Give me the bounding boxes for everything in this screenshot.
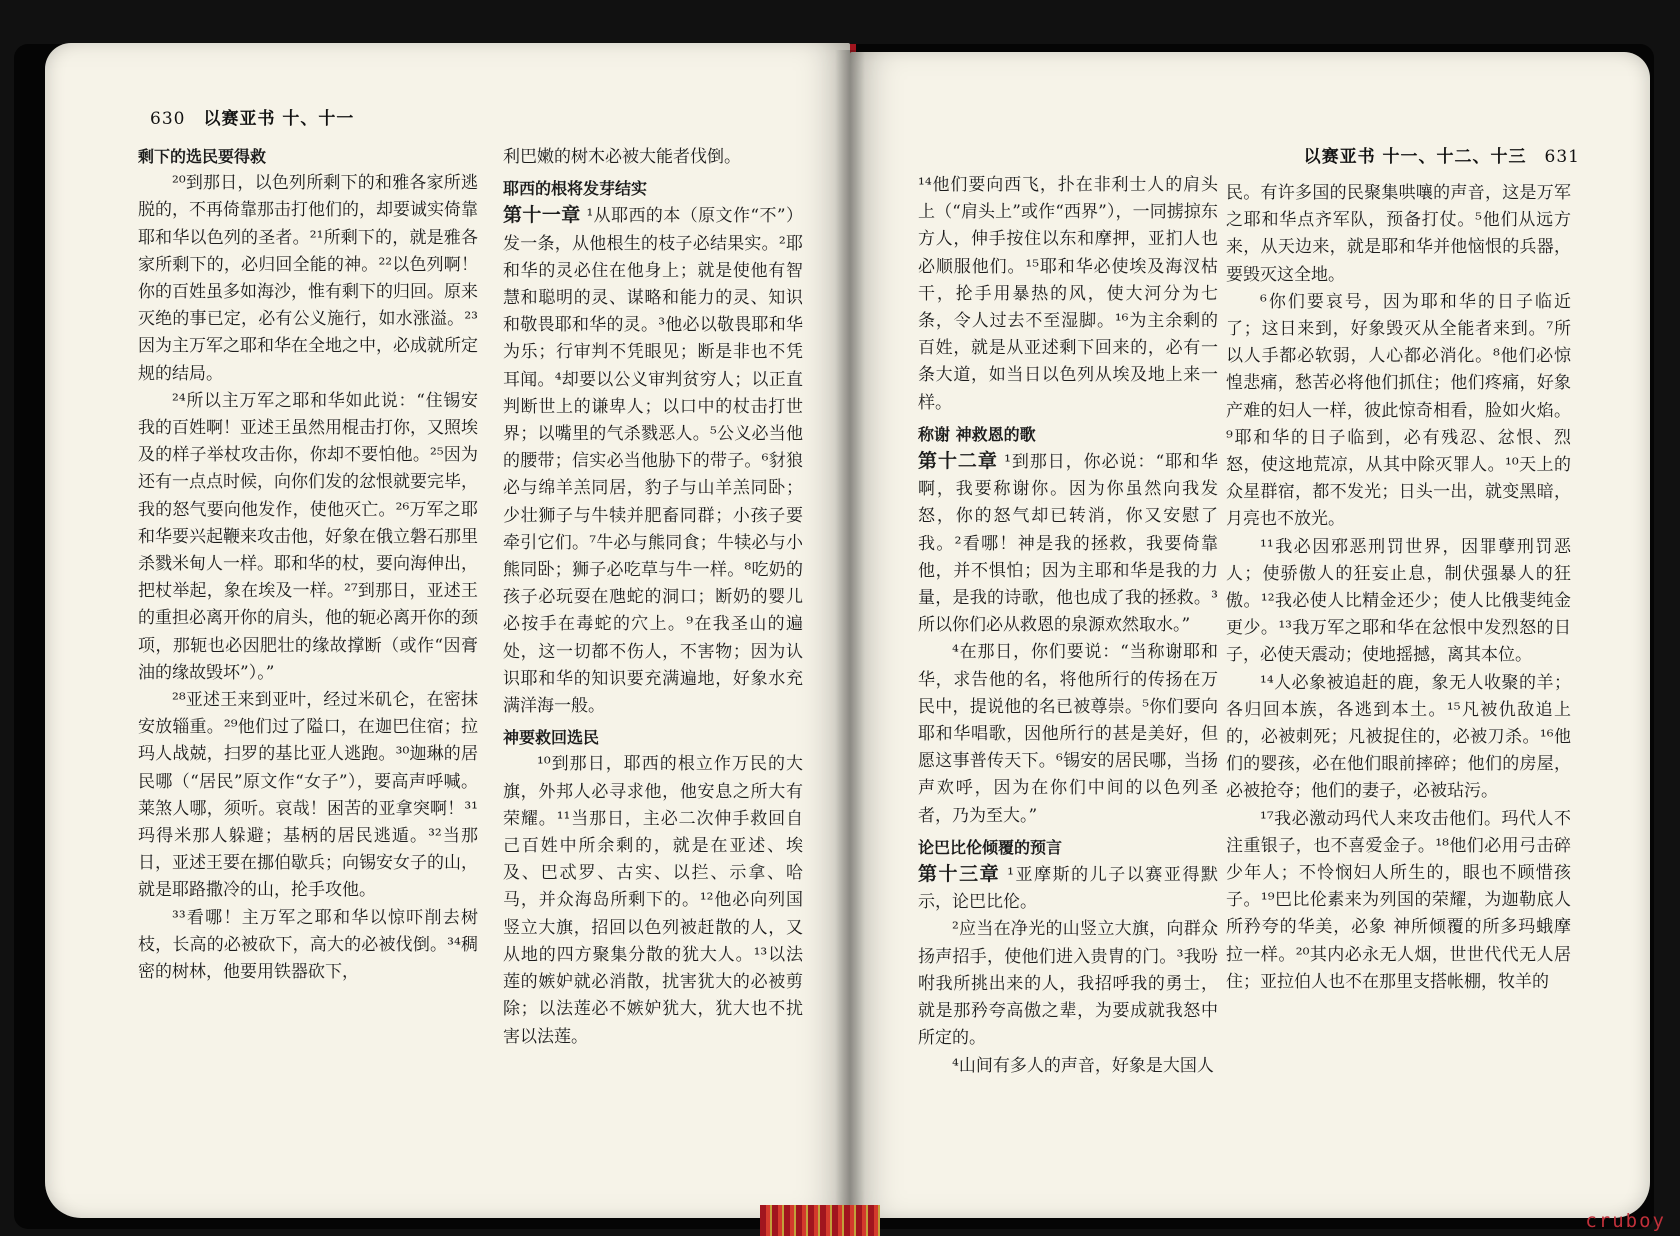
verse-paragraph: ⁴在那日，你们要说：“当称谢耶和华，求告他的名，将他所行的传扬在万民中，提说他的名已被尊崇。⁵你们要向耶和华唱歌，因他所行的甚是美好，但愿这事普传天下。⁶锡安的居民哪，当扬声欢呼，因为在你们中间的以色列圣者，乃为至大。” <box>918 642 1218 826</box>
verse-paragraph: ²⁴所以主万军之耶和华如此说：“住锡安我的百姓啊！亚述王虽然用棍击打你，又照埃及的样子举杖攻击你，你却不要怕他。²⁵因为还有一点点时候，向你们发的忿恨就要完毕，我的怒气要向他发作，使他灭亡。²⁶万军之耶和华要兴起鞭来攻击他，好象在俄立磐石那里杀戮米甸人一样。耶和华的杖，要向海伸出，把杖举起，象在埃及一样。²⁷到那日，亚述王的重担必离开你的肩头，他的轭必离开你的颈项，那轭也必因肥壮的缘故撑断（或作“因膏油的缘故毁坏”）。” <box>138 390 478 683</box>
verse-paragraph: ¹⁰到那日，耶西的根立作万民的大旗，外邦人必寻求他，他安息之所大有荣耀。¹¹当那日，主必二次伸手救回自己百姓中所余剩的，就是在亚述、埃及、巴忒罗、古实、以拦、示拿、哈马，并众海岛所剩下的。¹²他必向列国竖立大旗，招回以色列被赶散的人，又从地的四方聚集分散的犹大人。¹³以法莲的嫉妒就必消散，扰害犹大的必被剪除；以法莲必不嫉妒犹大，犹大也不扰害以法莲。 <box>503 754 803 1047</box>
verse-paragraph: ⁶你们要哀号，因为耶和华的日子临近了；这日来到，好象毁灭从全能者来到。⁷所以人手都必软弱，人心都必消化。⁸他们必惊惶悲痛，愁苦必将他们抓住；他们疼痛，好象产难的妇人一样，彼此惊奇相看，脸如火焰。⁹耶和华的日子临到，必有残忍、忿恨、烈怒，使这地荒凉，从其中除灭罪人。¹⁰天上的众星群宿，都不发光；日头一出，就变黑暗，月亮也不放光。 <box>1226 291 1571 530</box>
right-page <box>850 52 1650 1218</box>
left-running-head <box>150 104 354 129</box>
left-column-2 <box>503 144 803 1051</box>
chapter-text: ¹亚摩斯的儿子以赛亚得默示，论巴比伦。 <box>918 865 1218 913</box>
chapter-heading: 第十二章 <box>918 450 998 473</box>
verse-paragraph: ²⁰到那日，以色列所剩下的和雅各家所逃脱的，不再倚靠那击打他们的，却要诚实倚靠耶和华以色列的圣者。²¹所剩下的，就是雅各家所剩下的，必归回全能的神。²²以色列啊！你的百姓虽多如海沙，惟有剩下的归回。原来灭绝的事已定，必有公义施行，如水涨溢。²³因为主万军之耶和华在全地之中，必成就所定规的结局。 <box>138 173 478 384</box>
verse-paragraph: ³³看哪！主万军之耶和华以惊吓削去树枝，长高的必被砍下，高大的必被伐倒。³⁴稠密的树林，他要用铁器砍下， <box>138 907 478 983</box>
verse-paragraph: ¹⁷我必激动玛代人来攻击他们。玛代人不注重银子，也不喜爱金子。¹⁸他们必用弓击碎少年人；不怜悯妇人所生的，眼也不顾惜孩子。¹⁹巴比伦素来为列国的荣耀，为迦勒底人所矜夸的华美，必象 神所倾覆的所多玛蛾摩拉一样。²⁰其内必永无人烟，世世代代无人居住；亚拉伯人也不在那里支搭帐棚，牧羊的 <box>1226 808 1571 992</box>
continued-paragraph: 民。有许多国的民聚集哄嚷的声音，这是万军之耶和华点齐军队，预备打仗。⁵他们从远方来，从天边来，就是耶和华并他恼恨的兵器，要毁灭这全地。 <box>1226 183 1571 285</box>
left-page <box>45 43 850 1218</box>
book-gutter <box>835 50 865 1215</box>
section-heading: 称谢 神救恩的歌 <box>918 424 1036 444</box>
continued-paragraph: ¹⁴他们要向西飞，扑在非利士人的肩头上（“肩头上”或作“西界”），一同掳掠东方人，伸手按住以东和摩押，亚扪人也必顺服他们。¹⁵耶和华必使埃及海汊枯干，抡手用暴热的风，使大河分为七条，令人过去不至湿脚。¹⁶为主余剩的百姓，就是从亚述剩下回来的，必有一条大道，如当日以色列从埃及地上来一样。 <box>918 175 1218 413</box>
section-heading: 神要救回选民 <box>503 728 600 748</box>
verse-paragraph: ¹⁴人必象被追赶的鹿，象无人收聚的羊；各归回本族，各逃到本土。¹⁵凡被仇敌追上的，必被刺死；凡被捉住的，必被刀杀。¹⁶他们的婴孩，必在他们眼前摔碎；他们的房屋，必被抢夺；他们的妻子，必被玷污。 <box>1226 672 1571 802</box>
left-running-title: 以赛亚书 十、十一 <box>203 109 355 129</box>
right-column-1 <box>918 172 1218 1080</box>
right-page-number: 631 <box>1544 147 1580 167</box>
verse-paragraph: ⁴山间有多人的声音，好象是大国人 <box>952 1055 1214 1076</box>
left-page-number: 630 <box>150 109 186 129</box>
chapter-text: ¹从耶西的本（原文作“不”）发一条，从他根生的枝子必结果实。²耶和华的灵必住在他身上；就是使他有智慧和聪明的灵、谋略和能力的灵、知识和敬畏耶和华的灵。³他必以敬畏耶和华为乐；行审判不凭眼见；断是非也不凭耳闻。⁴却要以公义审判贫穷人；以正直判断世上的谦卑人；以口中的杖击打世界；以嘴里的气杀戮恶人。⁵公义必当他的腰带；信实必当他胁下的带子。⁶豺狼必与绵羊羔同居，豹子与山羊羔同卧；少壮狮子与牛犊并肥畜同群；小孩子要牵引它们。⁷牛必与熊同食；牛犊必与小熊同卧；狮子必吃草与牛一样。⁸吃奶的孩子必玩耍在虺蛇的洞口；断奶的婴儿必按手在毒蛇的穴上。⁹在我圣山的遍处，这一切都不伤人，不害物；因为认识耶和华的知识要充满遍地，好象水充满洋海一般。 <box>503 206 803 717</box>
right-running-head <box>1304 142 1580 167</box>
bookmark-ribbon <box>760 1205 880 1236</box>
chapter-heading: 第十三章 <box>918 863 1001 886</box>
verse-paragraph: ²应当在净光的山竖立大旗，向群众扬声招手，使他们进入贵胄的门。³我吩咐我所挑出来的人，我招呼我的勇士，就是那矜夸高傲之辈，为要成就我怒中所定的。 <box>918 919 1218 1049</box>
right-running-title: 以赛亚书 十一、十二、十三 <box>1303 147 1527 167</box>
chapter-paragraph <box>918 861 1218 916</box>
chapter-text: ¹到那日，你必说：“耶和华啊，我要称谢你。因为你虽然向我发怒，你的怒气却已转消，你又安慰了我。²看哪！神是我的拯救，我要倚靠他，并不惧怕；因为主耶和华是我的力量，是我的诗歌，他也成了我的拯救。³所以你们必从救恩的泉源欢然取水。” <box>918 452 1218 636</box>
chapter-paragraph <box>503 202 803 720</box>
right-column-2 <box>1226 180 1571 996</box>
section-heading: 耶西的根将发芽结实 <box>503 179 648 199</box>
verse-paragraph: ¹¹我必因邪恶刑罚世界，因罪孽刑罚恶人；使骄傲人的狂妄止息，制伏强暴人的狂傲。¹²我必使人比精金还少；使人比俄斐纯金更少。¹³我万军之耶和华在忿恨中发烈怒的日子，必使天震动；使地摇撼，离其本位。 <box>1226 536 1571 666</box>
watermark: cruboy <box>1585 1210 1666 1232</box>
chapter-heading: 第十一章 <box>503 204 581 227</box>
section-heading: 论巴比伦倾覆的预言 <box>918 837 1063 857</box>
continued-paragraph: 利巴嫩的树木必被大能者伐倒。 <box>503 147 741 167</box>
section-heading: 剩下的选民要得救 <box>138 147 267 166</box>
chapter-paragraph <box>918 448 1218 639</box>
left-column-1 <box>138 139 478 986</box>
verse-paragraph: ²⁸亚述王来到亚叶，经过米矶仑，在密抹安放辎重。²⁹他们过了隘口，在迦巴住宿；拉玛人战兢，扫罗的基比亚人逃跑。³⁰迦琳的居民哪（“居民”原文作“女子”），要高声呼喊。莱煞人哪，须听。哀哉！困苦的亚拿突啊！³¹玛得米那人躲避；基柄的居民逃遁。³²当那日，亚述王要在挪伯歇兵；向锡安女子的山，就是耶路撒冷的山，抡手攻他。 <box>138 690 478 901</box>
